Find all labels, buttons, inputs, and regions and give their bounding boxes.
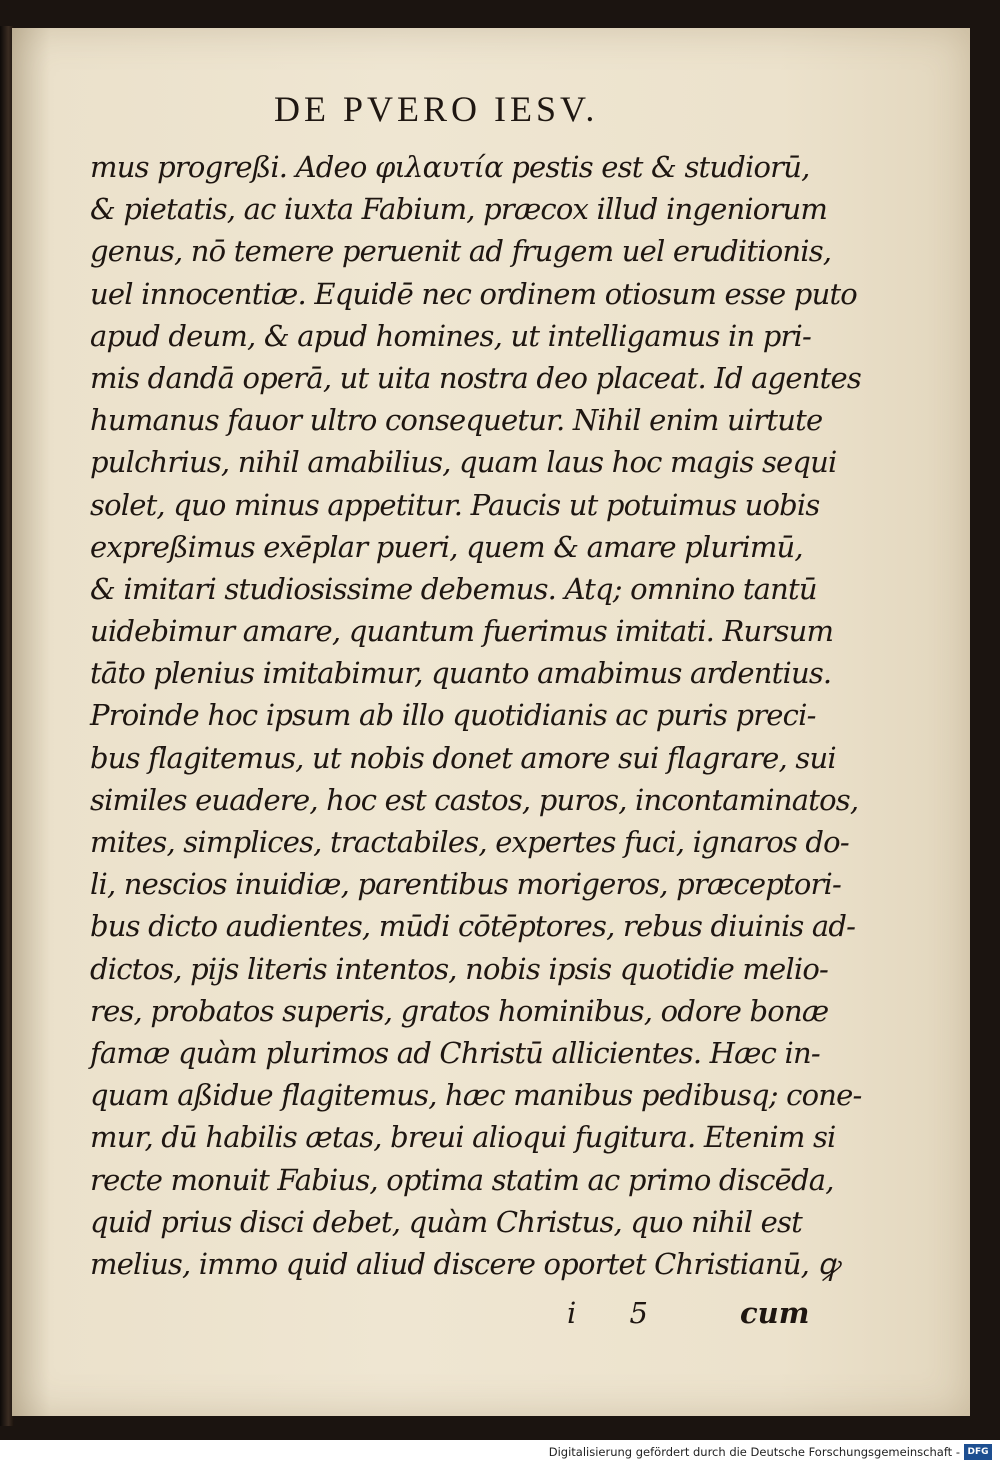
text-line: li, nescios inuidiæ, parentibus morigeros, præceptori-	[90, 867, 842, 902]
text-line: quid prius disci debet, quàm Christus, quo nihil est	[90, 1204, 802, 1239]
text-line: similes euadere, hoc est castos, puros, incontaminatos,	[90, 782, 859, 817]
text-line: mis dandā operā, ut uita nostra deo placeat. Id agentes	[90, 360, 861, 395]
text-line: expreßimus exēplar pueri, quem & amare plurimū,	[90, 529, 803, 564]
text-line: recte monuit Fabius, optima statim ac primo discēda,	[90, 1162, 834, 1197]
book-page	[12, 28, 970, 1416]
text-line: genus, nō temere peruenit ad frugem uel eruditionis,	[90, 234, 832, 269]
catchword: cum	[740, 1296, 810, 1330]
text-line: dictos, pijs literis intentos, nobis ipsis quotidie melio-	[90, 951, 829, 986]
text-line: & imitari studiosissime debemus. Atq; omnino tantū	[90, 571, 817, 606]
text-line: bus dicto audientes, mūdi cōtēptores, rebus diuinis ad-	[90, 909, 856, 944]
text-line: apud deum, & apud homines, ut intelligamus in pri-	[90, 318, 812, 353]
text-line: quam aßidue flagitemus, hæc manibus pedibusq; cone-	[90, 1078, 862, 1113]
text-line: res, probatos superis, gratos hominibus, odore bonæ	[90, 993, 829, 1028]
text-line: bus flagitemus, ut nobis donet amore sui flagrare, sui	[90, 740, 836, 775]
text-line: uidebimur amare, quantum fuerimus imitati. Rursum	[90, 614, 834, 649]
dfg-logo: DFG	[964, 1444, 992, 1460]
text-line: famæ quàm plurimos ad Christū allicientes. Hæc in-	[90, 1035, 820, 1070]
text-line: pulchrius, nihil amabilius, quam laus hoc magis sequi	[90, 445, 837, 480]
text-line: tāto plenius imitabimur, quanto amabimus ardentius.	[90, 656, 832, 691]
funding-credit: Digitalisierung gefördert durch die Deutsche Forschungsgemeinschaft -	[548, 1445, 960, 1459]
text-line: solet, quo minus appetitur. Paucis ut potuimus uobis	[90, 487, 820, 522]
digitization-footer	[0, 1440, 1000, 1466]
text-line: mur, dū habilis ætas, breui alioqui fugitura. Etenim si	[90, 1120, 836, 1155]
text-line: uel innocentiæ. Equidē nec ordinem otiosum esse puto	[90, 276, 857, 311]
signature-mark: i 5	[567, 1296, 670, 1330]
page-foot	[12, 1296, 970, 1336]
text-line: & pietatis, ac iuxta Fabium, præcox illud ingeniorum	[90, 192, 828, 227]
text-line: melius, immo quid aliud discere oportet Christianū, ꝙ	[90, 1246, 839, 1281]
text-line: mus progreßi. Adeo φιλαυτία pestis est & studiorū,	[90, 150, 810, 184]
running-head: DE PVERO IESV.	[274, 89, 599, 129]
text-line: mites, simplices, tractabiles, expertes fuci, ignaros do-	[90, 825, 849, 859]
text-line: humanus fauor ultro consequetur. Nihil enim uirtute	[90, 403, 823, 438]
text-line: Proinde hoc ipsum ab illo quotidianis ac puris preci-	[90, 698, 816, 733]
text-block	[90, 146, 890, 1285]
